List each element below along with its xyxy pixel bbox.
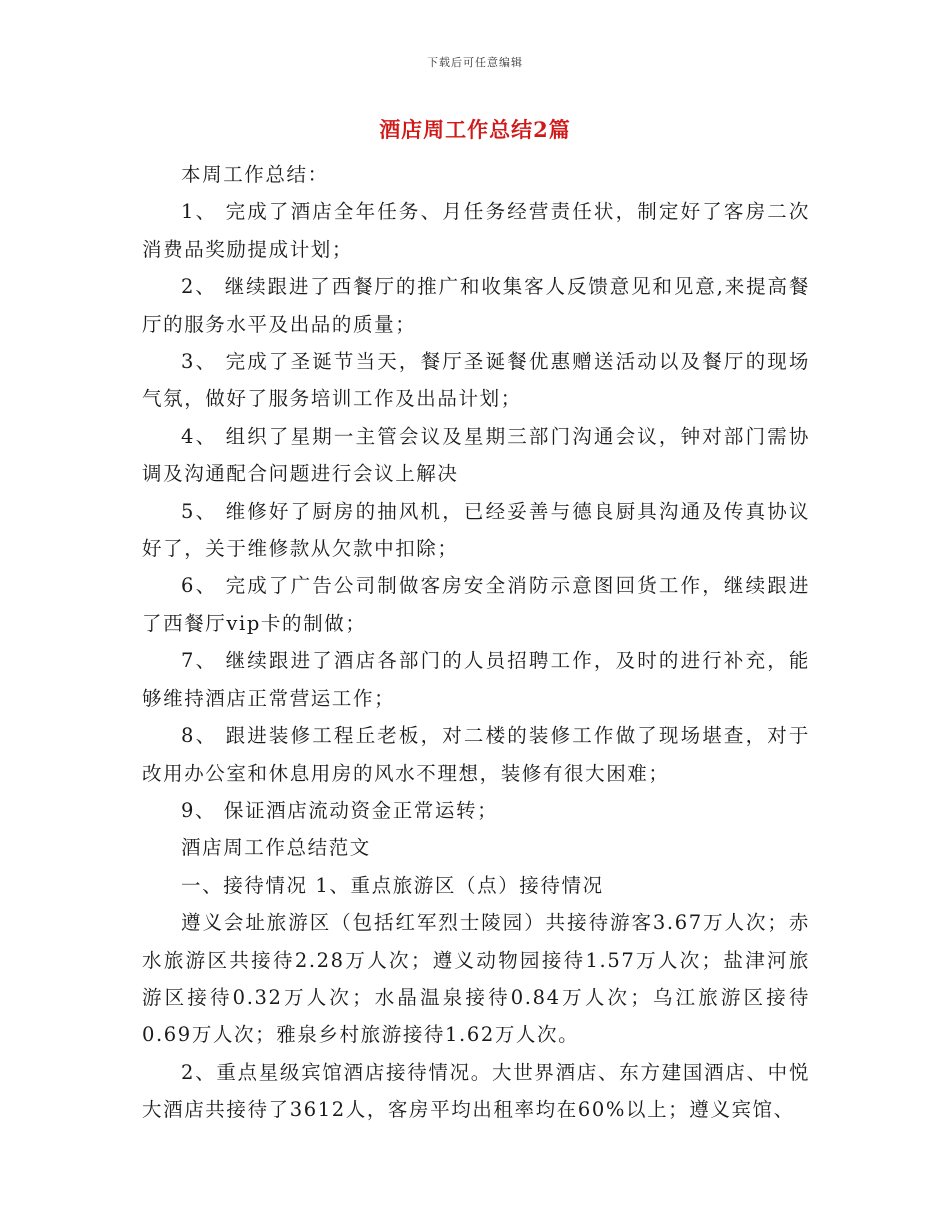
paragraph: 9、 保证酒店流动资金正常运转； <box>181 798 499 822</box>
paragraph: 7、 继续跟进了酒店各部门的人员招聘工作，及时的进行补充，能够维持酒店正常营运工作； <box>142 649 810 710</box>
paragraph: 8、 跟进装修工程丘老板，对二楼的装修工作做了现场堪查，对于改用办公室和休息用房的风水不理想，装修有很大困难； <box>142 724 810 785</box>
section-heading: 酒店周工作总结范文 <box>181 836 371 860</box>
paragraph: 2、 继续跟进了西餐厅的推广和收集客人反馈意见和见意,来提高餐厅的服务水平及出品的质量； <box>142 275 810 336</box>
paragraph: 遵义会址旅游区（包括红军烈士陵园）共接待游客3.67万人次；赤水旅游区共接待2.28万人次；遵义动物园接待1.57万人次；盐津河旅游区接待0.32万人次；水晶温泉接待0.84万人次；乌江旅游区接待0.69万人次；雅泉乡村旅游接待1.62万人次。 <box>142 911 810 1047</box>
paragraph: 一、接待情况 1、重点旅游区（点）接待情况 <box>181 873 604 897</box>
paragraph: 2、重点星级宾馆酒店接待情况。大世界酒店、东方建国酒店、中悦大酒店共接待了3612人，客房平均出租率均在60%以上；遵义宾馆、 <box>142 1060 810 1122</box>
paragraph: 本周工作总结： <box>181 163 329 186</box>
paragraph: 4、 组织了星期一主管会议及星期三部门沟通会议，钟对部门需协调及沟通配合问题进行会议上解决 <box>142 424 810 486</box>
document-body <box>142 156 810 1129</box>
paragraph: 5、 维修好了厨房的抽风机，已经妥善与德良厨具沟通及传真协议好了，关于维修款从欠款中扣除； <box>142 499 810 561</box>
paragraph: 3、 完成了圣诞节当天，餐厅圣诞餐优惠赠送活动以及餐厅的现场气氛，做好了服务培训工作及出品计划； <box>142 350 810 411</box>
paragraph: 6、 完成了广告公司制做客房安全消防示意图回货工作，继续跟进了西餐厅vip卡的制做； <box>142 574 810 635</box>
paragraph: 1、 完成了酒店全年任务、月任务经营责任状，制定好了客房二次消费品奖励提成计划； <box>142 200 810 261</box>
header-note: 下载后可任意编辑 <box>427 56 523 69</box>
document-title: 酒店周工作总结2篇 <box>379 117 571 142</box>
